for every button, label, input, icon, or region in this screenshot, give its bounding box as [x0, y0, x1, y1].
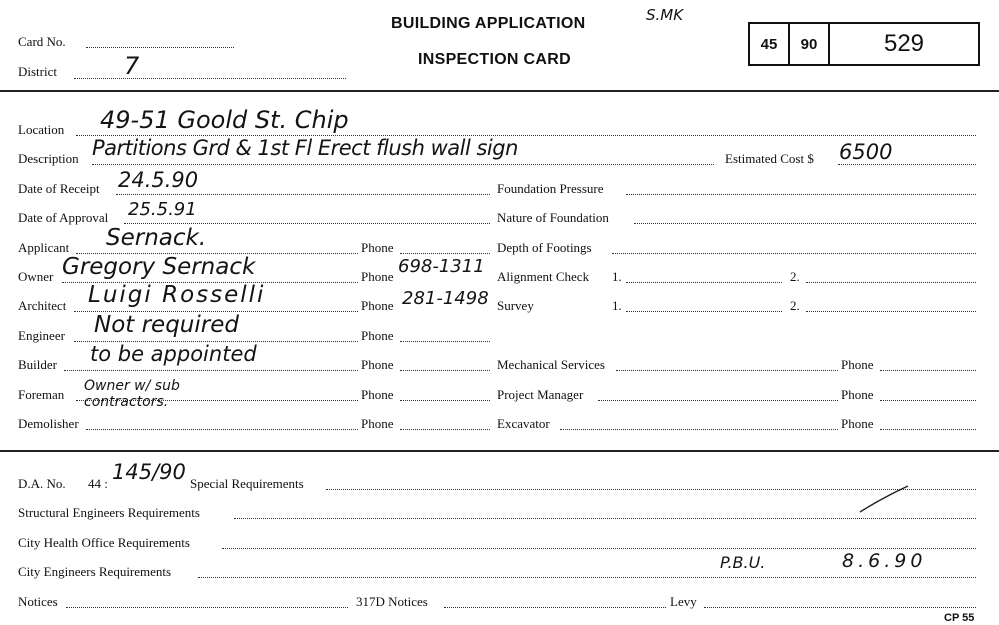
owner-label: Owner — [18, 269, 54, 284]
special-requirements-label: Special Requirements — [190, 476, 304, 491]
district-field[interactable] — [74, 78, 346, 79]
depth-footings-label: Depth of Footings — [497, 240, 592, 255]
notices-317-field[interactable] — [444, 607, 666, 608]
project-manager-label: Project Manager — [497, 387, 584, 402]
applicant-phone-label: Phone — [361, 240, 394, 255]
structural-label: Structural Engineers Requirements — [18, 505, 200, 520]
description-label: Description — [18, 151, 79, 166]
applicant-value: Sernack. — [106, 225, 207, 251]
project-manager-field[interactable] — [598, 400, 838, 401]
architect-label: Architect — [18, 298, 67, 313]
alignment-label: Alignment Check — [497, 269, 590, 284]
alignment-num2: 2. — [790, 269, 800, 284]
nature-foundation-field[interactable] — [634, 223, 976, 224]
excavator-label: Excavator — [497, 416, 550, 431]
demolisher-phone-label: Phone — [361, 416, 394, 431]
mechanical-phone-label: Phone — [841, 357, 874, 372]
code-box — [748, 22, 980, 66]
initials: S.MK — [646, 6, 684, 24]
health-label: City Health Office Requirements — [18, 535, 190, 550]
mechanical-phone-field[interactable] — [880, 370, 976, 371]
pen-stroke-mark — [858, 484, 910, 514]
notices-label: Notices — [18, 594, 58, 609]
code-b: 90 — [790, 24, 830, 64]
district-label: District — [18, 64, 57, 79]
header-divider — [0, 90, 999, 92]
owner-phone-label: Phone — [361, 269, 394, 284]
da-label: D.A. No. — [18, 476, 66, 491]
estimated-cost-field[interactable] — [838, 164, 976, 165]
receipt-field[interactable] — [116, 194, 490, 195]
excavator-phone-label: Phone — [841, 416, 874, 431]
survey-field-2[interactable] — [806, 311, 976, 312]
applicant-phone-field[interactable] — [400, 253, 490, 254]
survey-num1: 1. — [612, 298, 622, 313]
owner-value: Gregory Sernack — [62, 254, 256, 280]
code-c: 529 — [883, 30, 925, 57]
city-eng-value: P.B.U. — [720, 553, 766, 572]
engineer-label: Engineer — [18, 328, 65, 343]
structural-field[interactable] — [234, 518, 976, 519]
approval-value: 25.5.91 — [128, 199, 197, 220]
city-eng-date: 8.6.90 — [842, 550, 927, 572]
notices-field[interactable] — [66, 607, 348, 608]
foreman-phone-field[interactable] — [400, 400, 490, 401]
code-a: 45 — [750, 24, 790, 64]
demolisher-phone-field[interactable] — [400, 429, 490, 430]
nature-foundation-label: Nature of Foundation — [497, 210, 609, 225]
engineer-value: Not required — [94, 312, 239, 338]
mechanical-field[interactable] — [616, 370, 838, 371]
levy-field[interactable] — [704, 607, 976, 608]
location-label: Location — [18, 122, 65, 137]
levy-label: Levy — [670, 594, 697, 609]
mechanical-label: Mechanical Services — [497, 357, 605, 372]
form-subtitle: INSPECTION CARD — [418, 51, 571, 68]
builder-field[interactable] — [64, 370, 358, 371]
foundation-pressure-field[interactable] — [626, 194, 976, 195]
alignment-field-2[interactable] — [806, 282, 976, 283]
form-title: BUILDING APPLICATION — [391, 15, 586, 32]
builder-phone-field[interactable] — [400, 370, 490, 371]
survey-num2: 2. — [790, 298, 800, 313]
engineer-phone-label: Phone — [361, 328, 394, 343]
architect-phone-label: Phone — [361, 298, 394, 313]
engineer-phone-field[interactable] — [400, 341, 490, 342]
foreman-phone-label: Phone — [361, 387, 394, 402]
project-manager-phone-field[interactable] — [880, 400, 976, 401]
demolisher-label: Demolisher — [18, 416, 79, 431]
excavator-phone-field[interactable] — [880, 429, 976, 430]
applicant-label: Applicant — [18, 240, 70, 255]
builder-label: Builder — [18, 357, 57, 372]
alignment-field-1[interactable] — [626, 282, 782, 283]
district-value: 7 — [124, 52, 140, 80]
form-code: CP 55 — [944, 612, 975, 624]
description-field[interactable] — [92, 164, 714, 165]
city-eng-label: City Engineers Requirements — [18, 564, 172, 579]
notices-317-label: 317D Notices — [356, 594, 428, 609]
card-no-field[interactable] — [86, 47, 234, 48]
architect-value: Luigi Rosselli — [88, 282, 266, 308]
location-value: 49-51 Goold St. Chip — [100, 106, 349, 134]
survey-field-1[interactable] — [626, 311, 782, 312]
section-divider — [0, 450, 999, 452]
foreman-label: Foreman — [18, 387, 65, 402]
receipt-label: Date of Receipt — [18, 181, 100, 196]
builder-phone-label: Phone — [361, 357, 394, 372]
depth-footings-field[interactable] — [612, 253, 976, 254]
excavator-field[interactable] — [560, 429, 838, 430]
foundation-pressure-label: Foundation Pressure — [497, 181, 604, 196]
card-no-label: Card No. — [18, 34, 66, 49]
alignment-num1: 1. — [612, 269, 622, 284]
da-value: 145/90 — [112, 460, 186, 484]
description-value: Partitions Grd & 1st Fl Erect flush wall sign — [92, 136, 518, 160]
owner-phone-value: 698-1311 — [398, 256, 485, 277]
approval-label: Date of Approval — [18, 210, 109, 225]
health-field[interactable] — [222, 548, 976, 549]
estimated-cost-value: 6500 — [839, 140, 893, 164]
builder-value: to be appointed — [90, 342, 257, 366]
estimated-cost-label: Estimated Cost $ — [725, 151, 814, 166]
city-eng-field[interactable] — [198, 577, 976, 578]
project-manager-phone-label: Phone — [841, 387, 874, 402]
da-prefix: 44 : — [88, 476, 108, 491]
approval-field[interactable] — [124, 223, 490, 224]
receipt-value: 24.5.90 — [118, 168, 199, 192]
architect-phone-value: 281-1498 — [402, 288, 489, 309]
survey-label: Survey — [497, 298, 534, 313]
demolisher-field[interactable] — [86, 429, 358, 430]
foreman-value: Owner w/ sub contractors. — [84, 378, 180, 410]
